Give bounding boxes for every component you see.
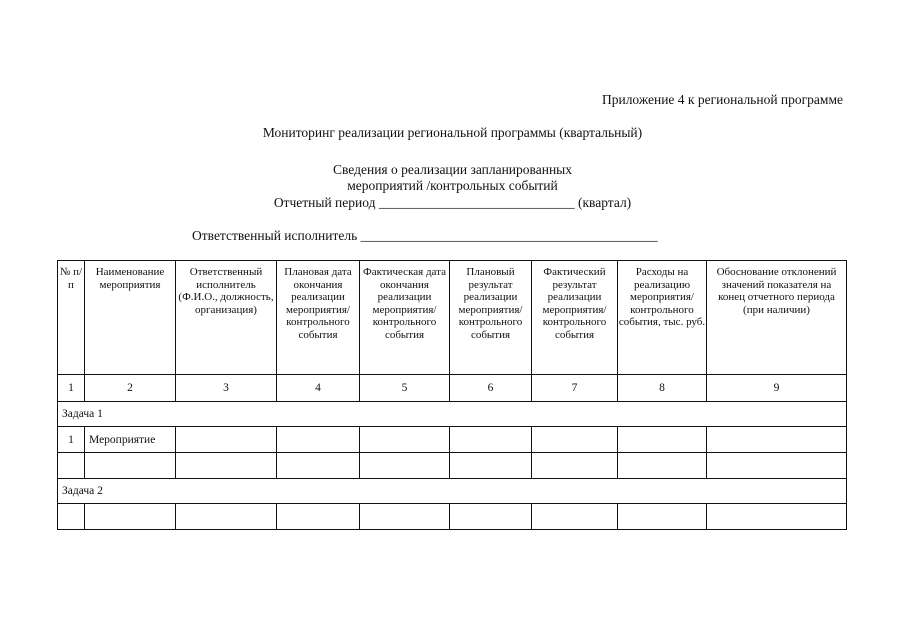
responsible-executor-line: Ответственный исполнитель ____________________________________________ <box>192 228 658 243</box>
column-number-cell: 1 <box>58 375 85 402</box>
empty-cell <box>618 504 707 530</box>
empty-cell <box>707 504 847 530</box>
column-number-cell: 8 <box>618 375 707 402</box>
empty-cell <box>532 453 618 479</box>
header-cell: Плановый результат реализации мероприятия/ контрольного события <box>450 261 532 375</box>
table-header-row <box>58 261 847 375</box>
header-cell: Фактический результат реализации мероприятия/ контрольного события <box>532 261 618 375</box>
column-number-cell: 5 <box>360 375 450 402</box>
empty-cell <box>707 453 847 479</box>
task-row-2 <box>58 479 847 504</box>
empty-cell <box>450 427 532 453</box>
table-row <box>58 453 847 479</box>
header-cell: Расходы на реализацию мероприятия/ контрольного события, тыс. руб. <box>618 261 707 375</box>
task-label: Задача 2 <box>58 479 847 504</box>
empty-cell <box>85 504 176 530</box>
empty-cell <box>450 504 532 530</box>
row-number-cell: 1 <box>58 427 85 453</box>
empty-cell <box>450 453 532 479</box>
empty-cell <box>707 427 847 453</box>
empty-cell <box>58 504 85 530</box>
empty-cell <box>618 427 707 453</box>
header-cell: Наименование мероприятия <box>85 261 176 375</box>
column-number-cell: 4 <box>277 375 360 402</box>
column-number-cell: 9 <box>707 375 847 402</box>
header-cell: № п/п <box>58 261 85 375</box>
task-label: Задача 1 <box>58 402 847 427</box>
task-row-1 <box>58 402 847 427</box>
measure-name-cell: Мероприятие <box>85 427 176 453</box>
empty-cell <box>360 427 450 453</box>
document-subtitle-line-2: мероприятий /контрольных событий <box>347 178 558 193</box>
empty-cell <box>277 504 360 530</box>
column-number-row <box>58 375 847 402</box>
header-cell: Плановая дата окончания реализации мероприятия/ контрольного события <box>277 261 360 375</box>
column-number-cell: 6 <box>450 375 532 402</box>
document-subtitle-line-1: Сведения о реализации запланированных <box>333 162 572 177</box>
document-title: Мониторинг реализации региональной программы (квартальный) <box>262 125 643 140</box>
reporting-period-line: Отчетный период _____________________________ (квартал) <box>273 195 632 210</box>
column-number-cell: 3 <box>176 375 277 402</box>
empty-cell <box>85 453 176 479</box>
empty-cell <box>176 427 277 453</box>
column-number-cell: 2 <box>85 375 176 402</box>
header-cell: Фактическая дата окончания реализации мероприятия/ контрольного события <box>360 261 450 375</box>
empty-cell <box>532 504 618 530</box>
empty-cell <box>176 453 277 479</box>
table-row <box>58 504 847 530</box>
empty-cell <box>277 427 360 453</box>
header-cell: Ответственный исполнитель (Ф.И.О., должность, организация) <box>176 261 277 375</box>
empty-cell <box>532 427 618 453</box>
empty-cell <box>58 453 85 479</box>
appendix-caption: Приложение 4 к региональной программе <box>601 92 843 107</box>
header-cell: Обоснование отклонений значений показателя на конец отчетного периода (при наличии) <box>707 261 847 375</box>
monitoring-table <box>57 260 847 530</box>
table-row <box>58 427 847 453</box>
empty-cell <box>277 453 360 479</box>
empty-cell <box>360 453 450 479</box>
empty-cell <box>618 453 707 479</box>
empty-cell <box>360 504 450 530</box>
empty-cell <box>176 504 277 530</box>
column-number-cell: 7 <box>532 375 618 402</box>
